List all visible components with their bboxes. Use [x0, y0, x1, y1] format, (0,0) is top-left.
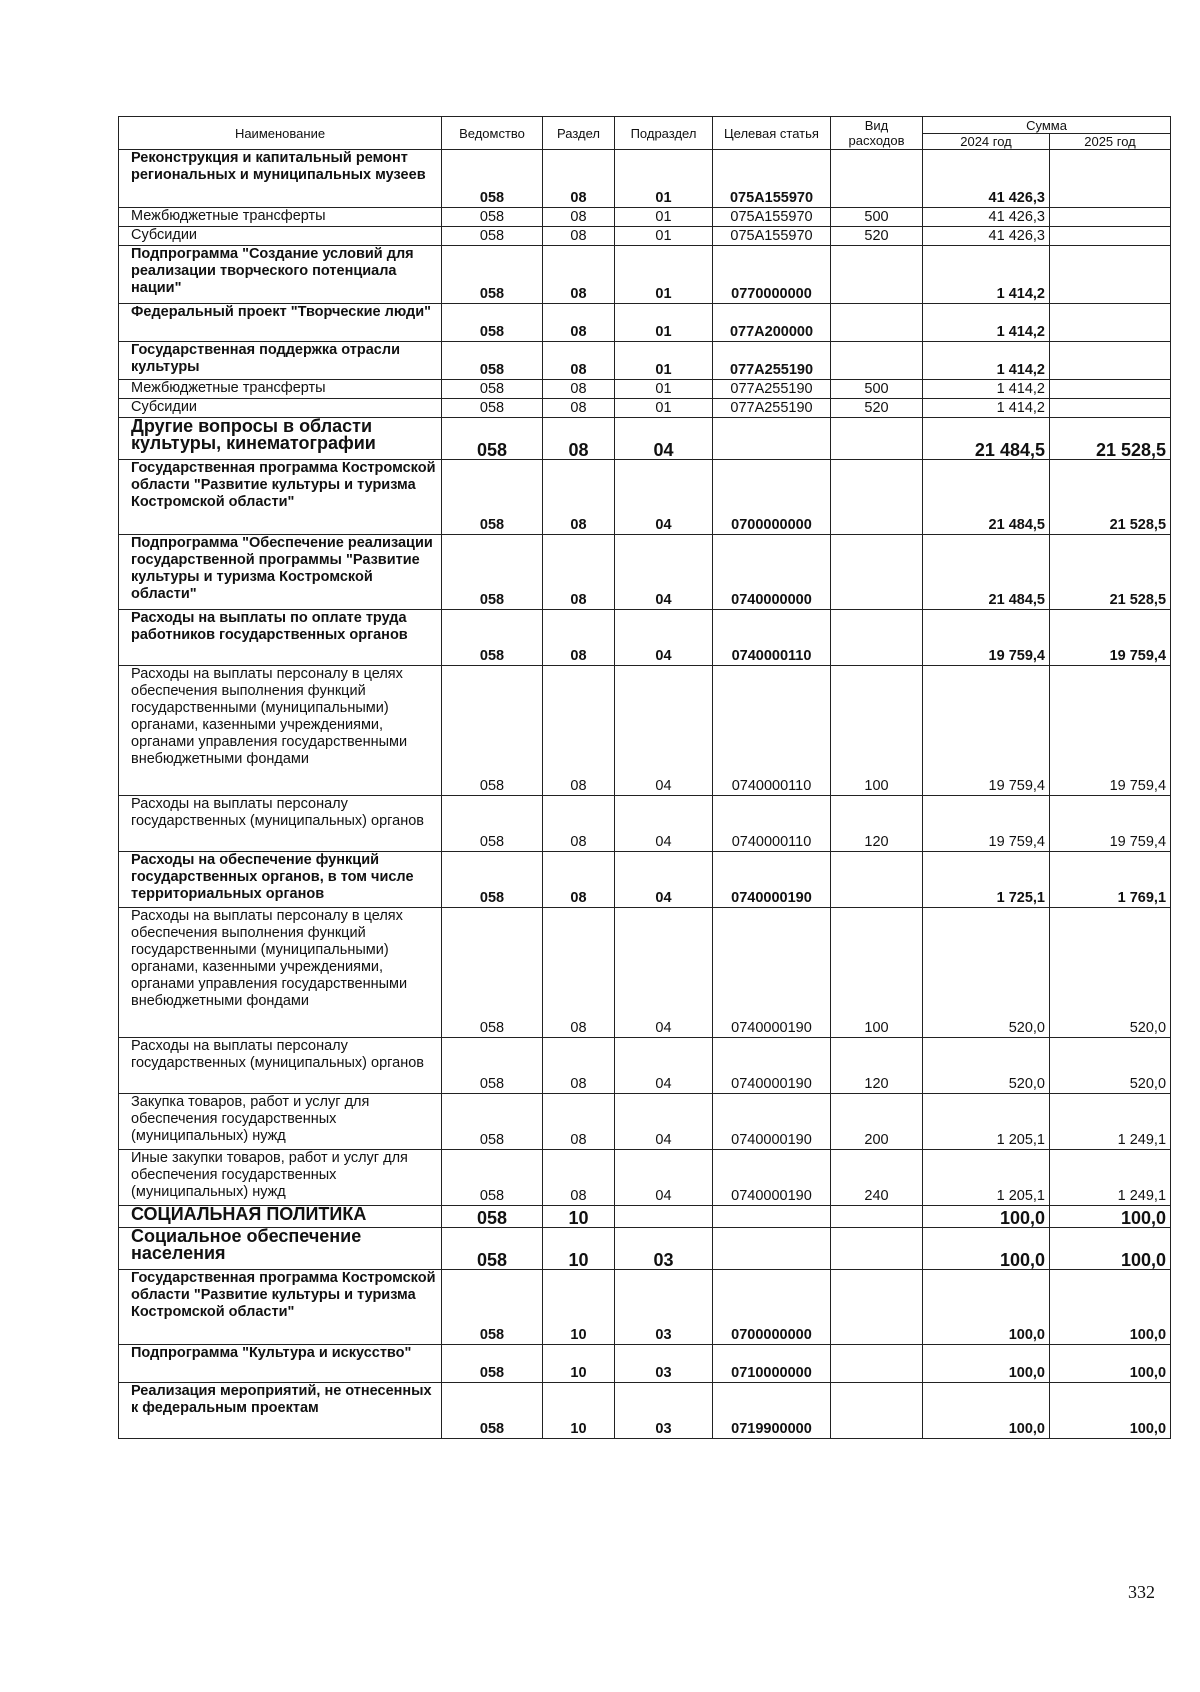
cell-razdel: 08 — [543, 399, 615, 418]
cell-vid — [831, 535, 923, 610]
cell-statya — [713, 1228, 831, 1270]
cell-sum-2024: 19 759,4 — [923, 666, 1050, 796]
cell-sum-2024: 21 484,5 — [923, 535, 1050, 610]
cell-sum-2024: 1 205,1 — [923, 1150, 1050, 1206]
cell-sum-2025 — [1050, 208, 1171, 227]
cell-vedomstvo: 058 — [442, 1345, 543, 1383]
cell-vedomstvo: 058 — [442, 610, 543, 666]
cell-razdel: 08 — [543, 380, 615, 399]
cell-podrazdel: 04 — [615, 852, 713, 908]
cell-razdel: 08 — [543, 1094, 615, 1150]
header-razdel: Раздел — [543, 117, 615, 150]
cell-razdel: 08 — [543, 908, 615, 1038]
cell-statya: 0740000110 — [713, 610, 831, 666]
cell-sum-2025: 21 528,5 — [1050, 418, 1171, 460]
cell-vid: 200 — [831, 1094, 923, 1150]
cell-statya: 077А255190 — [713, 399, 831, 418]
cell-statya: 0719900000 — [713, 1383, 831, 1439]
cell-vedomstvo: 058 — [442, 535, 543, 610]
cell-sum-2024: 100,0 — [923, 1206, 1050, 1228]
table-body — [119, 150, 1171, 1439]
cell-sum-2025: 1 249,1 — [1050, 1150, 1171, 1206]
cell-vid: 240 — [831, 1150, 923, 1206]
cell-statya: 075А155970 — [713, 227, 831, 246]
cell-vid — [831, 852, 923, 908]
table-row — [119, 666, 1171, 796]
cell-sum-2025: 21 528,5 — [1050, 535, 1171, 610]
cell-sum-2024: 1 414,2 — [923, 399, 1050, 418]
cell-podrazdel: 03 — [615, 1270, 713, 1345]
cell-vedomstvo: 058 — [442, 246, 543, 304]
cell-sum-2024: 1 414,2 — [923, 246, 1050, 304]
cell-podrazdel: 04 — [615, 1038, 713, 1094]
cell-name: Реализация мероприятий, не отнесенных к федеральным проектам — [119, 1383, 442, 1439]
table-row — [119, 535, 1171, 610]
table-header — [119, 117, 1171, 150]
cell-vedomstvo: 058 — [442, 304, 543, 342]
cell-podrazdel: 04 — [615, 666, 713, 796]
cell-podrazdel: 01 — [615, 399, 713, 418]
cell-podrazdel — [615, 1206, 713, 1228]
cell-razdel: 08 — [543, 796, 615, 852]
cell-sum-2025: 19 759,4 — [1050, 666, 1171, 796]
cell-vedomstvo: 058 — [442, 418, 543, 460]
cell-razdel: 08 — [543, 460, 615, 535]
cell-vid — [831, 150, 923, 208]
cell-razdel: 08 — [543, 150, 615, 208]
cell-name: Расходы на выплаты по оплате труда работников государственных органов — [119, 610, 442, 666]
table-row — [119, 1150, 1171, 1206]
cell-name: Другие вопросы в области культуры, кинематографии — [119, 418, 442, 460]
cell-name: Подпрограмма "Культура и искусство" — [119, 1345, 442, 1383]
cell-vedomstvo: 058 — [442, 150, 543, 208]
cell-vid — [831, 1228, 923, 1270]
cell-podrazdel: 01 — [615, 150, 713, 208]
table-row — [119, 418, 1171, 460]
cell-sum-2025: 520,0 — [1050, 908, 1171, 1038]
cell-sum-2025: 19 759,4 — [1050, 610, 1171, 666]
table-row — [119, 208, 1171, 227]
cell-vid — [831, 304, 923, 342]
cell-name: Закупка товаров, работ и услуг для обеспечения государственных (муниципальных) нужд — [119, 1094, 442, 1150]
cell-podrazdel: 03 — [615, 1383, 713, 1439]
table-row — [119, 1038, 1171, 1094]
cell-razdel: 08 — [543, 208, 615, 227]
cell-sum-2024: 100,0 — [923, 1383, 1050, 1439]
cell-razdel: 08 — [543, 666, 615, 796]
cell-name: Федеральный проект "Творческие люди" — [119, 304, 442, 342]
cell-vedomstvo: 058 — [442, 1150, 543, 1206]
cell-vedomstvo: 058 — [442, 1094, 543, 1150]
cell-vedomstvo: 058 — [442, 908, 543, 1038]
table-row — [119, 304, 1171, 342]
cell-razdel: 08 — [543, 852, 615, 908]
cell-sum-2025: 1 249,1 — [1050, 1094, 1171, 1150]
table-row — [119, 852, 1171, 908]
cell-sum-2024: 100,0 — [923, 1270, 1050, 1345]
cell-sum-2024: 21 484,5 — [923, 460, 1050, 535]
cell-statya: 075А155970 — [713, 208, 831, 227]
table-row — [119, 796, 1171, 852]
cell-vedomstvo: 058 — [442, 208, 543, 227]
cell-statya: 0740000190 — [713, 1038, 831, 1094]
cell-vid — [831, 1383, 923, 1439]
cell-name: Субсидии — [119, 399, 442, 418]
cell-sum-2024: 1 414,2 — [923, 380, 1050, 399]
cell-razdel: 08 — [543, 418, 615, 460]
cell-vedomstvo: 058 — [442, 796, 543, 852]
cell-vedomstvo: 058 — [442, 1270, 543, 1345]
cell-podrazdel: 01 — [615, 342, 713, 380]
cell-statya: 077А255190 — [713, 342, 831, 380]
cell-podrazdel: 04 — [615, 1150, 713, 1206]
budget-table — [118, 116, 1171, 1439]
table-row — [119, 460, 1171, 535]
cell-vid — [831, 610, 923, 666]
cell-sum-2025 — [1050, 399, 1171, 418]
cell-sum-2024: 41 426,3 — [923, 150, 1050, 208]
cell-statya: 077А255190 — [713, 380, 831, 399]
cell-sum-2025 — [1050, 380, 1171, 399]
cell-podrazdel: 04 — [615, 610, 713, 666]
cell-name: Реконструкция и капитальный ремонт региональных и муниципальных музеев — [119, 150, 442, 208]
cell-statya: 075А155970 — [713, 150, 831, 208]
cell-name: Расходы на обеспечение функций государственных органов, в том числе территориальных органов — [119, 852, 442, 908]
cell-sum-2025: 19 759,4 — [1050, 796, 1171, 852]
cell-vid — [831, 1206, 923, 1228]
table-row — [119, 1206, 1171, 1228]
cell-podrazdel: 01 — [615, 208, 713, 227]
cell-vedomstvo: 058 — [442, 1228, 543, 1270]
cell-razdel: 08 — [543, 1150, 615, 1206]
header-name: Наименование — [119, 117, 442, 150]
table-row — [119, 1094, 1171, 1150]
cell-vid: 120 — [831, 796, 923, 852]
cell-sum-2025: 100,0 — [1050, 1345, 1171, 1383]
cell-razdel: 10 — [543, 1270, 615, 1345]
cell-statya: 0740000190 — [713, 852, 831, 908]
cell-sum-2025 — [1050, 304, 1171, 342]
cell-statya: 0740000190 — [713, 1150, 831, 1206]
cell-sum-2025: 100,0 — [1050, 1206, 1171, 1228]
cell-name: Расходы на выплаты персоналу в целях обеспечения выполнения функций государственными (муниципальными) органами, казенными учреждениями, органами управления государственными внебюджетными фондами — [119, 666, 442, 796]
cell-vedomstvo: 058 — [442, 342, 543, 380]
cell-sum-2024: 1 205,1 — [923, 1094, 1050, 1150]
header-summa: Сумма — [923, 117, 1171, 134]
cell-statya — [713, 1206, 831, 1228]
cell-name: Расходы на выплаты персоналу государственных (муниципальных) органов — [119, 1038, 442, 1094]
cell-podrazdel: 04 — [615, 418, 713, 460]
cell-sum-2024: 1 414,2 — [923, 342, 1050, 380]
cell-razdel: 08 — [543, 227, 615, 246]
cell-vid — [831, 1270, 923, 1345]
cell-statya: 077А200000 — [713, 304, 831, 342]
table-row — [119, 342, 1171, 380]
cell-razdel: 08 — [543, 246, 615, 304]
cell-statya: 0770000000 — [713, 246, 831, 304]
cell-sum-2024: 520,0 — [923, 908, 1050, 1038]
cell-vid — [831, 418, 923, 460]
cell-statya: 0740000000 — [713, 535, 831, 610]
cell-sum-2024: 100,0 — [923, 1228, 1050, 1270]
cell-sum-2024: 1 414,2 — [923, 304, 1050, 342]
cell-razdel: 10 — [543, 1206, 615, 1228]
page-number: 332 — [1128, 1582, 1155, 1602]
cell-sum-2025: 100,0 — [1050, 1270, 1171, 1345]
header-statya: Целевая статья — [713, 117, 831, 150]
header-2025: 2025 год — [1050, 134, 1171, 150]
cell-vid — [831, 460, 923, 535]
cell-name: СОЦИАЛЬНАЯ ПОЛИТИКА — [119, 1206, 442, 1228]
cell-name: Государственная программа Костромской области "Развитие культуры и туризма Костромской области" — [119, 1270, 442, 1345]
cell-vid: 500 — [831, 208, 923, 227]
table-row — [119, 227, 1171, 246]
cell-name: Государственная поддержка отрасли культуры — [119, 342, 442, 380]
cell-name: Иные закупки товаров, работ и услуг для обеспечения государственных (муниципальных) нужд — [119, 1150, 442, 1206]
cell-sum-2025: 1 769,1 — [1050, 852, 1171, 908]
cell-name: Межбюджетные трансферты — [119, 208, 442, 227]
cell-razdel: 08 — [543, 535, 615, 610]
cell-vid: 500 — [831, 380, 923, 399]
cell-sum-2025: 21 528,5 — [1050, 460, 1171, 535]
cell-vid: 520 — [831, 227, 923, 246]
header-vid: Вид расходов — [831, 117, 923, 150]
cell-name: Межбюджетные трансферты — [119, 380, 442, 399]
cell-sum-2024: 520,0 — [923, 1038, 1050, 1094]
cell-razdel: 10 — [543, 1228, 615, 1270]
cell-name: Расходы на выплаты персоналу в целях обеспечения выполнения функций государственными (муниципальными) органами, казенными учреждениями, органами управления государственными внебюджетными фондами — [119, 908, 442, 1038]
table-row — [119, 1345, 1171, 1383]
cell-statya: 0740000190 — [713, 908, 831, 1038]
cell-statya: 0740000110 — [713, 666, 831, 796]
cell-razdel: 08 — [543, 1038, 615, 1094]
cell-vedomstvo: 058 — [442, 399, 543, 418]
cell-statya: 0700000000 — [713, 1270, 831, 1345]
cell-podrazdel: 04 — [615, 796, 713, 852]
cell-podrazdel: 04 — [615, 908, 713, 1038]
cell-sum-2025 — [1050, 342, 1171, 380]
cell-vedomstvo: 058 — [442, 1038, 543, 1094]
cell-sum-2025 — [1050, 246, 1171, 304]
cell-sum-2024: 19 759,4 — [923, 796, 1050, 852]
cell-podrazdel: 04 — [615, 460, 713, 535]
cell-name: Субсидии — [119, 227, 442, 246]
cell-vedomstvo: 058 — [442, 227, 543, 246]
cell-podrazdel: 01 — [615, 227, 713, 246]
cell-podrazdel: 03 — [615, 1228, 713, 1270]
table-row — [119, 150, 1171, 208]
table-row — [119, 1228, 1171, 1270]
table-row — [119, 610, 1171, 666]
table-row — [119, 1383, 1171, 1439]
cell-vedomstvo: 058 — [442, 1206, 543, 1228]
cell-podrazdel: 01 — [615, 246, 713, 304]
cell-sum-2024: 21 484,5 — [923, 418, 1050, 460]
table-row — [119, 399, 1171, 418]
header-podrazdel: Подраздел — [615, 117, 713, 150]
cell-podrazdel: 01 — [615, 304, 713, 342]
cell-vid — [831, 246, 923, 304]
cell-vid: 520 — [831, 399, 923, 418]
cell-vedomstvo: 058 — [442, 1383, 543, 1439]
cell-name: Расходы на выплаты персоналу государственных (муниципальных) органов — [119, 796, 442, 852]
cell-razdel: 08 — [543, 342, 615, 380]
cell-name: Государственная программа Костромской области "Развитие культуры и туризма Костромской области" — [119, 460, 442, 535]
cell-vedomstvo: 058 — [442, 380, 543, 399]
cell-name: Подпрограмма "Обеспечение реализации государственной программы "Развитие культуры и туризма Костромской области" — [119, 535, 442, 610]
cell-sum-2024: 1 725,1 — [923, 852, 1050, 908]
cell-vid: 120 — [831, 1038, 923, 1094]
cell-vedomstvo: 058 — [442, 852, 543, 908]
cell-statya: 0700000000 — [713, 460, 831, 535]
cell-name: Социальное обеспечение населения — [119, 1228, 442, 1270]
cell-statya: 0710000000 — [713, 1345, 831, 1383]
cell-vid — [831, 342, 923, 380]
cell-sum-2024: 100,0 — [923, 1345, 1050, 1383]
cell-razdel: 10 — [543, 1345, 615, 1383]
cell-razdel: 08 — [543, 304, 615, 342]
cell-vid: 100 — [831, 908, 923, 1038]
cell-sum-2025: 100,0 — [1050, 1228, 1171, 1270]
cell-sum-2024: 41 426,3 — [923, 227, 1050, 246]
cell-razdel: 10 — [543, 1383, 615, 1439]
cell-sum-2025: 520,0 — [1050, 1038, 1171, 1094]
cell-razdel: 08 — [543, 610, 615, 666]
header-2024: 2024 год — [923, 134, 1050, 150]
cell-podrazdel: 03 — [615, 1345, 713, 1383]
cell-vedomstvo: 058 — [442, 666, 543, 796]
cell-sum-2025 — [1050, 227, 1171, 246]
cell-sum-2025 — [1050, 150, 1171, 208]
cell-vid: 100 — [831, 666, 923, 796]
cell-statya — [713, 418, 831, 460]
cell-sum-2025: 100,0 — [1050, 1383, 1171, 1439]
cell-podrazdel: 01 — [615, 380, 713, 399]
table-row — [119, 380, 1171, 399]
header-vedomstvo: Ведомство — [442, 117, 543, 150]
cell-podrazdel: 04 — [615, 1094, 713, 1150]
cell-podrazdel: 04 — [615, 535, 713, 610]
cell-statya: 0740000110 — [713, 796, 831, 852]
table-row — [119, 908, 1171, 1038]
cell-vedomstvo: 058 — [442, 460, 543, 535]
table-row — [119, 1270, 1171, 1345]
cell-vid — [831, 1345, 923, 1383]
cell-sum-2024: 41 426,3 — [923, 208, 1050, 227]
cell-name: Подпрограмма "Создание условий для реализации творческого потенциала нации" — [119, 246, 442, 304]
table-row — [119, 246, 1171, 304]
cell-statya: 0740000190 — [713, 1094, 831, 1150]
cell-sum-2024: 19 759,4 — [923, 610, 1050, 666]
